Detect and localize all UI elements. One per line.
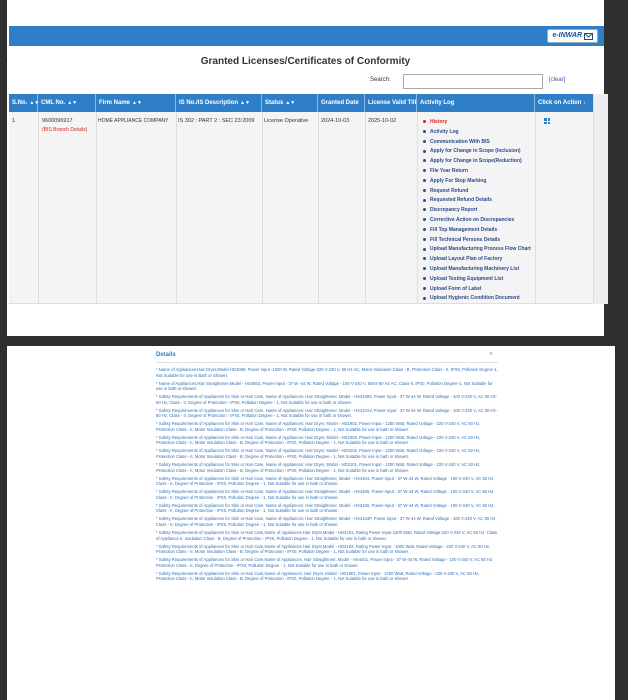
col-valid[interactable] xyxy=(365,94,417,112)
col-firm[interactable] xyxy=(96,94,176,112)
activity-item[interactable] xyxy=(423,177,531,187)
cell-sno: 1 xyxy=(12,118,16,124)
column-divider xyxy=(365,112,366,304)
col-status[interactable] xyxy=(262,94,318,112)
activity-label: Apply for Change in Scope(Reduction) xyxy=(430,158,522,165)
licenses-panel xyxy=(7,0,604,336)
bullet-icon xyxy=(423,199,426,202)
activity-label: Apply For Stop Marking xyxy=(430,177,487,184)
search-label: Search: xyxy=(370,77,391,83)
details-item: * Safety Requirements of Appliances for Skin or Hair Care, Name of Appliances: Hair Straightener, Model - HS4104P, Power Input - 37 W-44 W, Rated Voltage - 100 V-240 V, AC 50 Hz, Class - II, Degree of Protection - IPX0, Pollution Degree - 1, Not Suitable for use in bath or shower. xyxy=(156,516,497,527)
details-item: * Safety Requirements of Appliances for Skin or Hair Care, Name of Appliances: Hair Straightener, Model - HS4404, Power Input - 37 W-44 W, Rated Voltage - 100 V-240 V, AC 50 Hz, Class - II, Degree of Protection - IPX0, Pollution Degree - 1, Not Suitable for use in bath or shower. xyxy=(156,475,495,487)
details-item: * Safety Requirements of Appliances for Skin or Hair Care, Name of Appliances: Hair Straightener, Model - HS41068, Power Input - 37 W-44 W, Rated Voltage - 100 V-240 V, AC 50 Hz-60 Hz, Class - II, Degree of Protection - IPX0, Pollution Degree - 1, Not Suitable for use in bath or shower. xyxy=(156,394,497,405)
details-item: * Safety Requirements of Appliances for Skin or Hair Care, Name of Appliances: Hair Dryer, Model - HD3101, Power Input - 1200 Watt, Rated Voltage - 220 V-240 V, AC 50 Hz, Protection Class - II, Motor Insulation Class - B, Degree of Protection - IPX0, Pollution Degree - 1, Not Suitable for use in bath or shower. xyxy=(156,462,481,473)
activity-label: Communication With BIS xyxy=(430,138,490,145)
activity-item[interactable] xyxy=(423,118,531,128)
activity-label: History xyxy=(430,119,448,125)
cell-valid: 2025-10-02 xyxy=(368,118,397,124)
activity-label: Discrepancy Report xyxy=(430,207,478,214)
bullet-icon xyxy=(423,257,426,260)
details-item: * Safety Requirements of Appliances for Skin or Hair Care,Name of Appliances Hair Dryer,Model - HD3193, Rating Power Input - 1600 Watt, Rated Voltage - 220 V-240 V, AC 50 Hz, Protection Class - II, Motor Insulation Class - B, Degree of Protection - IPX0, Pollution Degree - 1, Not Suitable for use in bath or shower. xyxy=(156,543,491,555)
col-action[interactable] xyxy=(535,94,593,112)
col-activity-label: Activity Log xyxy=(420,100,455,106)
details-item: * Name of Appliances:Hair Straightener,Model - HS4063, Power Input - 37 W -44 W, Rated Voltage - 100 V-240 V, 50Hz-60 Hz AC, Class-II, IPX0, Pollution Degree-1, Not Suitable for use in bath or shower. xyxy=(156,380,493,392)
sort-icon: ▲▼ xyxy=(240,100,250,106)
activity-item[interactable] xyxy=(423,147,531,157)
activity-item[interactable] xyxy=(423,245,531,255)
col-sno-label: S.No. xyxy=(12,100,28,106)
bullet-icon xyxy=(423,267,426,270)
details-item: * Safety Requirements of Appliances for Skin or Hair Care, Name of Appliances: Hair Dryer, Model - HD3102, Power Input - 1200 Watt, Rated Voltage - 220 V-240 V, AC 50 Hz, Protection Class - II, Motor Insulation Class - B, Degree of Protection - IPX0, Pollution Degree - 1, Not Suitable for use in bath or shower. xyxy=(156,448,481,460)
column-divider xyxy=(318,112,319,304)
col-granted[interactable] xyxy=(318,94,365,112)
sort-icon: ▲▼ xyxy=(29,100,40,106)
cell-granted: 2024-10-03 xyxy=(321,118,350,124)
mail-icon xyxy=(584,33,593,40)
activity-label: Upload Form of Label xyxy=(430,285,482,292)
details-item: * Safety Requirements of Appliances for Skin or Hair Care,Name of Appliances Hair Dryer,Model - HD3191, Rating Power Input-1200 Watt, Rated Voltage-220 V-240 V, AC 50 Hz, Class of Appliance II, Insulation Class - B, Degree of Protection - IPX0, Pollution Degree - 1, Not Suitable for use in bath or shower. xyxy=(156,529,498,541)
bullet-icon xyxy=(423,159,426,162)
details-item: * Safety Requirements of Appliances for Skin or Hair Care, Name of Appliances: Hair Straightener, Model - HS4405, Power Input - 37 W-44 W, Rated Voltage - 100 V-240 V, AC 50 Hz, Class - II, Degree of Protection - IPX0, Pollution Degree - 1, Not Suitable for use in bath or shower. xyxy=(156,489,495,500)
cell-is: IS 302 : PART 2 : SEC 23:2009 xyxy=(178,118,255,124)
bullet-icon xyxy=(423,140,426,143)
bullet-icon xyxy=(423,218,426,221)
top-bar xyxy=(9,26,604,46)
activity-item[interactable] xyxy=(423,285,531,295)
details-item: * Safety Requirements of Appliances for Skin or Hair Care, Name of Appliances: Hair Straightener, Model - HS3406, Power Input - 37 W-44 W, Rated Voltage - 100 V-240 V, AC 50 Hz, Class - II, Degree of Protection - IPX0, Pollution Degree - 1, Not Suitable for use in bath or shower. xyxy=(156,502,495,514)
bullet-icon xyxy=(423,208,426,211)
bullet-icon xyxy=(423,277,426,280)
activity-item[interactable] xyxy=(423,206,531,216)
cell-firm: HOME APPLIANCE COMPANY xyxy=(98,118,169,124)
e-inward-button[interactable] xyxy=(547,29,598,43)
activity-item[interactable] xyxy=(423,275,531,285)
col-is[interactable] xyxy=(176,94,262,112)
details-item: * Safety Requirements of Appliances for Skin or Hair Care, Name of Appliances: Hair Dryer, Model - HD1902, Power Input - 1200 Watt, Rated Voltage - 220 V-240 V, AC 50 Hz, Protection Class - II, Motor Insulation Class - B, Degree of Protection - IPX0, Pollution Degree - 1, Not Suitable for use in bath or shower. xyxy=(156,421,481,432)
search-input[interactable] xyxy=(403,74,543,89)
col-cml[interactable] xyxy=(38,94,96,112)
sort-icon: ▲▼ xyxy=(285,100,296,106)
col-cml-label: CML No. xyxy=(41,100,66,106)
details-item: * Name of Appliances:Hair Dryer,Model-HD4069, Power input -1200 W, Rated Voltage-220 V-240 V, 50 Hz AC, Motor Insulation Class - B, Protection Class - II, IPX0, Pollution Degree 1, Not Suitable for use in Bath or Shower. xyxy=(156,367,498,378)
scroll-edge xyxy=(593,94,608,304)
bullet-icon xyxy=(423,189,426,192)
activity-item[interactable] xyxy=(423,236,531,246)
bullet-icon xyxy=(423,238,426,241)
panel-edge-mark: . xyxy=(0,56,2,62)
bullet-icon xyxy=(423,179,426,182)
activity-label: Activity Log xyxy=(430,128,459,135)
activity-item[interactable] xyxy=(423,196,531,206)
bullet-icon xyxy=(423,169,426,172)
details-item: * Safety Requirements of Appliances for Skin or Hair Care,Name of Appliances: Hair Dryer, Model - HD1901, Power Input - 1200 Watt, Rated Voltage - 220 V-240 V, AC 50 Hz, Protection Class - II, Motor Insulation Class - B, Degree of Protection - IPX0, Pollution Degree - 1, Not Suitable for use in bath or shower. xyxy=(156,570,480,582)
col-activity[interactable] xyxy=(417,94,535,112)
activity-item[interactable] xyxy=(423,265,531,275)
activity-item[interactable] xyxy=(423,216,531,226)
details-item: * Safety Requirements of Appliances for Skin or Hair Care, Name of Appliances: Hair Dryer, Model - HD1903, Power Input - 1200 Watt, Rated Voltage - 220 V-240 V, AC 50 Hz, Protection Class - II, Motor Insulation Class - B, Degree of Protection - IPX0, Pollution Degree - 1, Not Suitable for use in bath or shower. xyxy=(156,434,481,446)
column-divider xyxy=(262,112,263,304)
table-header xyxy=(9,94,593,112)
column-divider xyxy=(176,112,177,304)
col-is-label: IS No./IS Description xyxy=(179,100,239,106)
activity-label: Apply for Change in Scope (Inclusion) xyxy=(430,148,521,155)
action-grid-icon[interactable] xyxy=(544,118,550,124)
activity-label: Upload Layout Plan of Factory xyxy=(430,256,503,263)
bullet-icon xyxy=(423,297,426,300)
divider xyxy=(156,362,498,363)
activity-item[interactable] xyxy=(423,167,531,177)
activity-item[interactable] xyxy=(423,187,531,197)
activity-label: Requested Refund Details xyxy=(430,197,492,204)
bullet-icon xyxy=(423,120,426,123)
cell-status: License Operative xyxy=(264,118,309,124)
details-item: * Safety Requirements of Appliances for Skin or Hair Care, Name of Appliances: Hair Straightener, Model - HS4101V, Power Input - 37 W-44 W, Rated Voltage - 100 V-240 V, AC 50 Hz-60 Hz, Class - II, Degree of Protection - IPX0, Pollution Degree - 1, Not Suitable for use in bath or shower. xyxy=(156,407,498,419)
col-sno[interactable] xyxy=(9,94,38,112)
bullet-icon xyxy=(423,228,426,231)
activity-log-list xyxy=(423,118,531,304)
activity-item[interactable] xyxy=(423,226,531,236)
arrow-down-icon: ↓ xyxy=(583,100,586,106)
activity-item[interactable] xyxy=(423,138,531,148)
e-inward-label: e-INWAR xyxy=(552,32,582,39)
bullet-icon xyxy=(423,248,426,251)
page-title: Granted Licenses/Certificates of Conformity xyxy=(200,56,411,67)
sort-icon: ▲▼ xyxy=(67,100,78,106)
bullet-icon xyxy=(423,130,426,133)
col-granted-label: Granted Date xyxy=(321,100,359,106)
details-title: Details xyxy=(156,352,176,358)
bis-branch-link[interactable]: (BIS Branch Details) xyxy=(42,127,88,133)
bullet-icon xyxy=(423,150,426,153)
col-firm-label: Firm Name xyxy=(99,100,131,106)
clear-link[interactable]: [clear] xyxy=(549,77,566,83)
col-action-label: Click on Action xyxy=(538,100,582,106)
activity-label: Upload Manufacturing Process Flow Chart xyxy=(430,246,531,253)
col-valid-label: License Valid Till xyxy=(368,100,417,106)
activity-label: Request Refund xyxy=(430,187,469,194)
activity-label: Fill Top Management Details xyxy=(430,226,498,233)
details-item: * Safety Requirements of Appliances for Skin or Hair Care,Name of Appliances, Hair Straightener, Model - HS4401, Power Input - 37 W-44 W, Rated Voltage - 100 V-240 V, AC 50 Hz, Protection Class - II, Degree of Protection - IPX0, Pollution Degree - 1, Not Suitable for use in bath or shower. xyxy=(156,557,494,568)
activity-item[interactable] xyxy=(423,128,531,138)
cell-cml[interactable]: 9600096917 xyxy=(42,118,73,124)
activity-label: Fill Technical Persons Details xyxy=(430,236,501,243)
column-divider xyxy=(38,112,39,304)
sort-icon: ▲▼ xyxy=(132,100,142,106)
activity-label: Upload Hygienic Condition Document xyxy=(430,295,520,302)
details-list xyxy=(156,367,498,584)
activity-label: File Year Return xyxy=(430,167,468,174)
column-divider xyxy=(417,112,418,304)
activity-item[interactable] xyxy=(423,294,531,304)
column-divider xyxy=(96,112,97,304)
activity-label: Upload Testing Equipment List xyxy=(430,275,504,282)
column-divider xyxy=(535,112,536,304)
activity-item[interactable] xyxy=(423,157,531,167)
activity-label: Corrective Action on Discrepancies xyxy=(430,216,515,223)
col-status-label: Status xyxy=(265,100,284,106)
bullet-icon xyxy=(423,287,426,290)
activity-item[interactable] xyxy=(423,255,531,265)
details-panel xyxy=(7,346,615,700)
close-icon[interactable]: × xyxy=(489,351,494,358)
activity-label: Upload Manufacturing Machinery List xyxy=(430,265,520,272)
